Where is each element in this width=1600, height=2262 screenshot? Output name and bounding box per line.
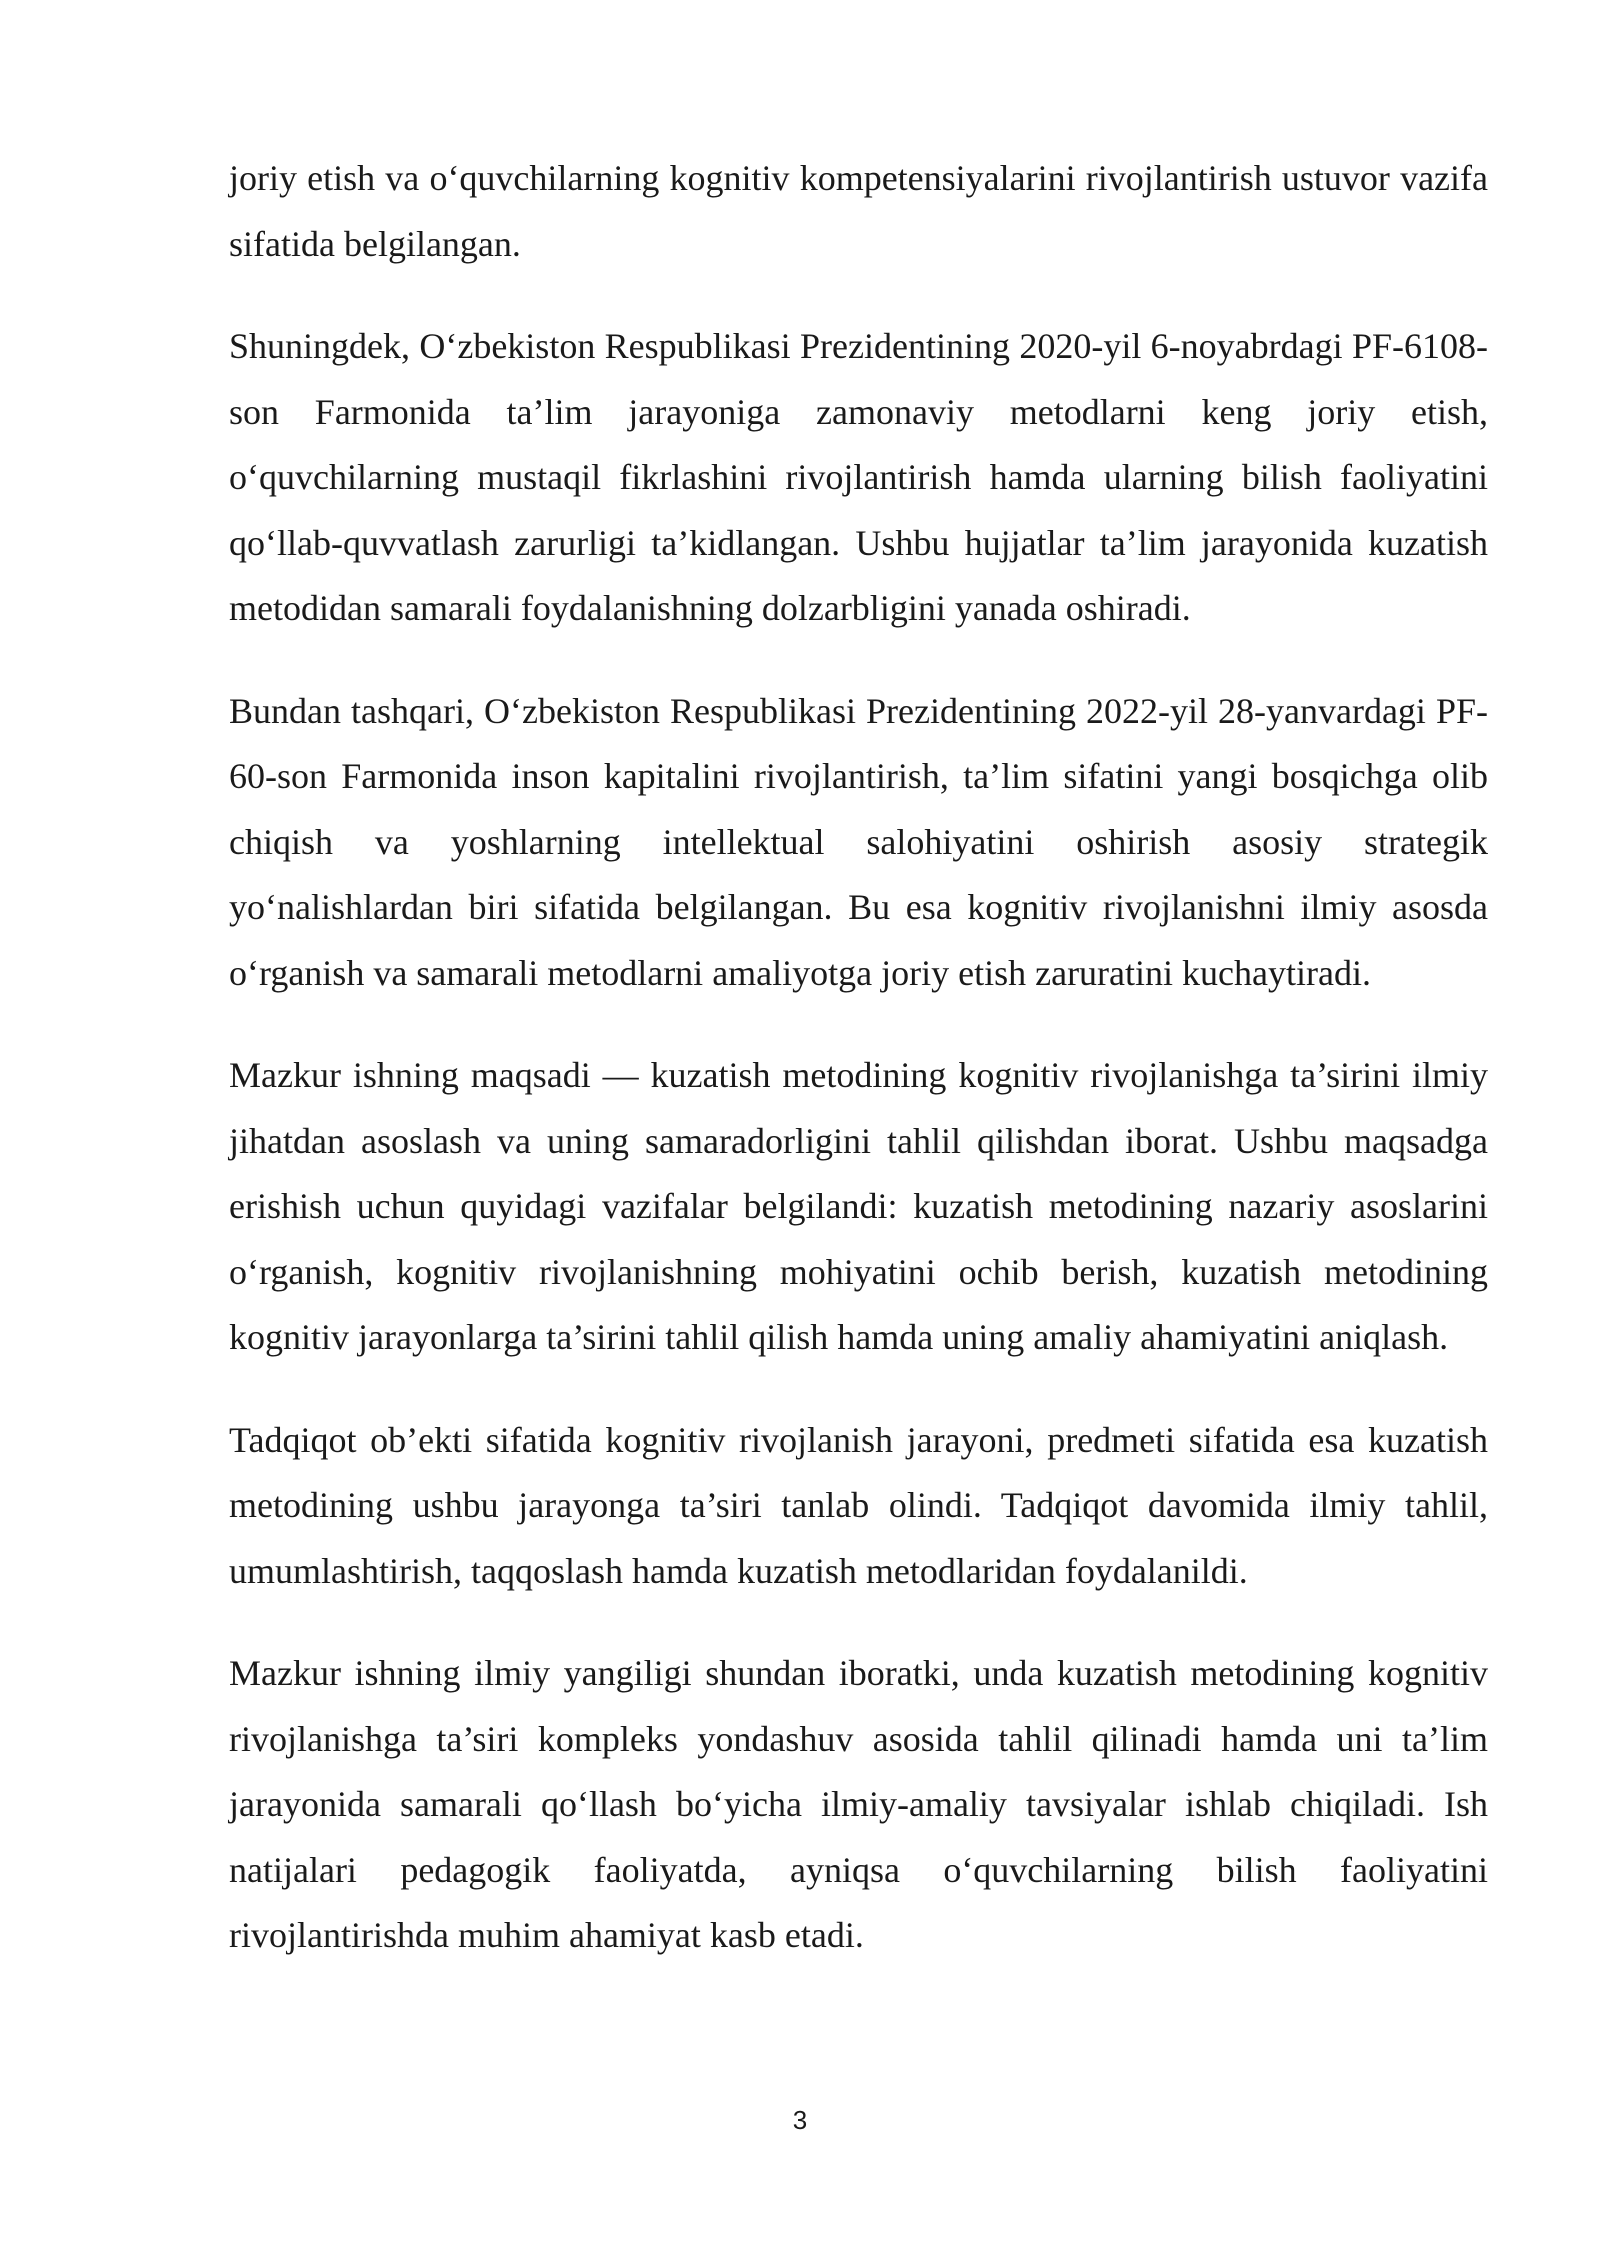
document-body xyxy=(229,146,1488,1969)
paragraph-1: joriy etish va o‘quvchilarning kognitiv kompetensiyalarini rivojlantirish ustuvor vazifa sifatida belgilangan. xyxy=(229,158,1488,264)
paragraph-3: Bundan tashqari, O‘zbekiston Respublikasi Prezidentining 2022-yil 28-yanvardagi PF-60-son Farmonida inson kapitalini rivojlantirish, ta’lim sifatini yangi bosqichga olib chiqish va yoshlarning intellektual salohiyatini oshirish asosiy strategik yo‘nalishlardan biri sifatida belgilangan. Bu esa kognitiv rivojlanishni ilmiy asosda o‘rganish va samarali metodlarni amaliyotga joriy etish zaruratini kuchaytiradi. xyxy=(229,690,1488,993)
paragraph-5: Tadqiqot ob’ekti sifatida kognitiv rivojlanish jarayoni, predmeti sifatida esa kuzatish metodining ushbu jarayonga ta’siri tanlab olindi. Tadqiqot davomida ilmiy tahlil, umumlashtirish, taqqoslash hamda kuzatish metodlaridan foydalanildi. xyxy=(229,1419,1488,1591)
paragraph-2: Shuningdek, O‘zbekiston Respublikasi Prezidentining 2020-yil 6-noyabrdagi PF-6108-son Farmonida ta’lim jarayoniga zamonaviy metodlarni keng joriy etish, o‘quvchilarning mustaqil fikrlashini rivojlantirish hamda ularning bilish faoliyatini qo‘llab-quvvatlash zarurligi ta’kidlangan. Ushbu hujjatlar ta’lim jarayonida kuzatish metodidan samarali foydalanishning dolzarbligini yanada oshiradi. xyxy=(229,326,1488,628)
paragraph-4: Mazkur ishning maqsadi — kuzatish metodining kognitiv rivojlanishga ta’sirini ilmiy jihatdan asoslash va uning samaradorligini tahlil qilishdan iborat. Ushbu maqsadga erishish uchun quyidagi vazifalar belgilandi: kuzatish metodining nazariy asoslarini o‘rganish, kognitiv rivojlanishning mohiyatini ochib berish, kuzatish metodining kognitiv jarayonlarga ta’sirini tahlil qilish hamda uning amaliy ahamiyatini aniqlash. xyxy=(229,1055,1488,1357)
paragraph-6: Mazkur ishning ilmiy yangiligi shundan iboratki, unda kuzatish metodining kognitiv rivojlanishga ta’siri kompleks yondashuv asosida tahlil qilinadi hamda uni ta’lim jarayonida samarali qo‘llash bo‘yicha ilmiy-amaliy tavsiyalar ishlab chiqiladi. Ish natijalari pedagogik faoliyatda, ayniqsa o‘quvchilarning bilish faoliyatini rivojlantirishda muhim ahamiyat kasb etadi. xyxy=(229,1653,1488,1955)
page-number: 3 xyxy=(792,2105,808,2135)
